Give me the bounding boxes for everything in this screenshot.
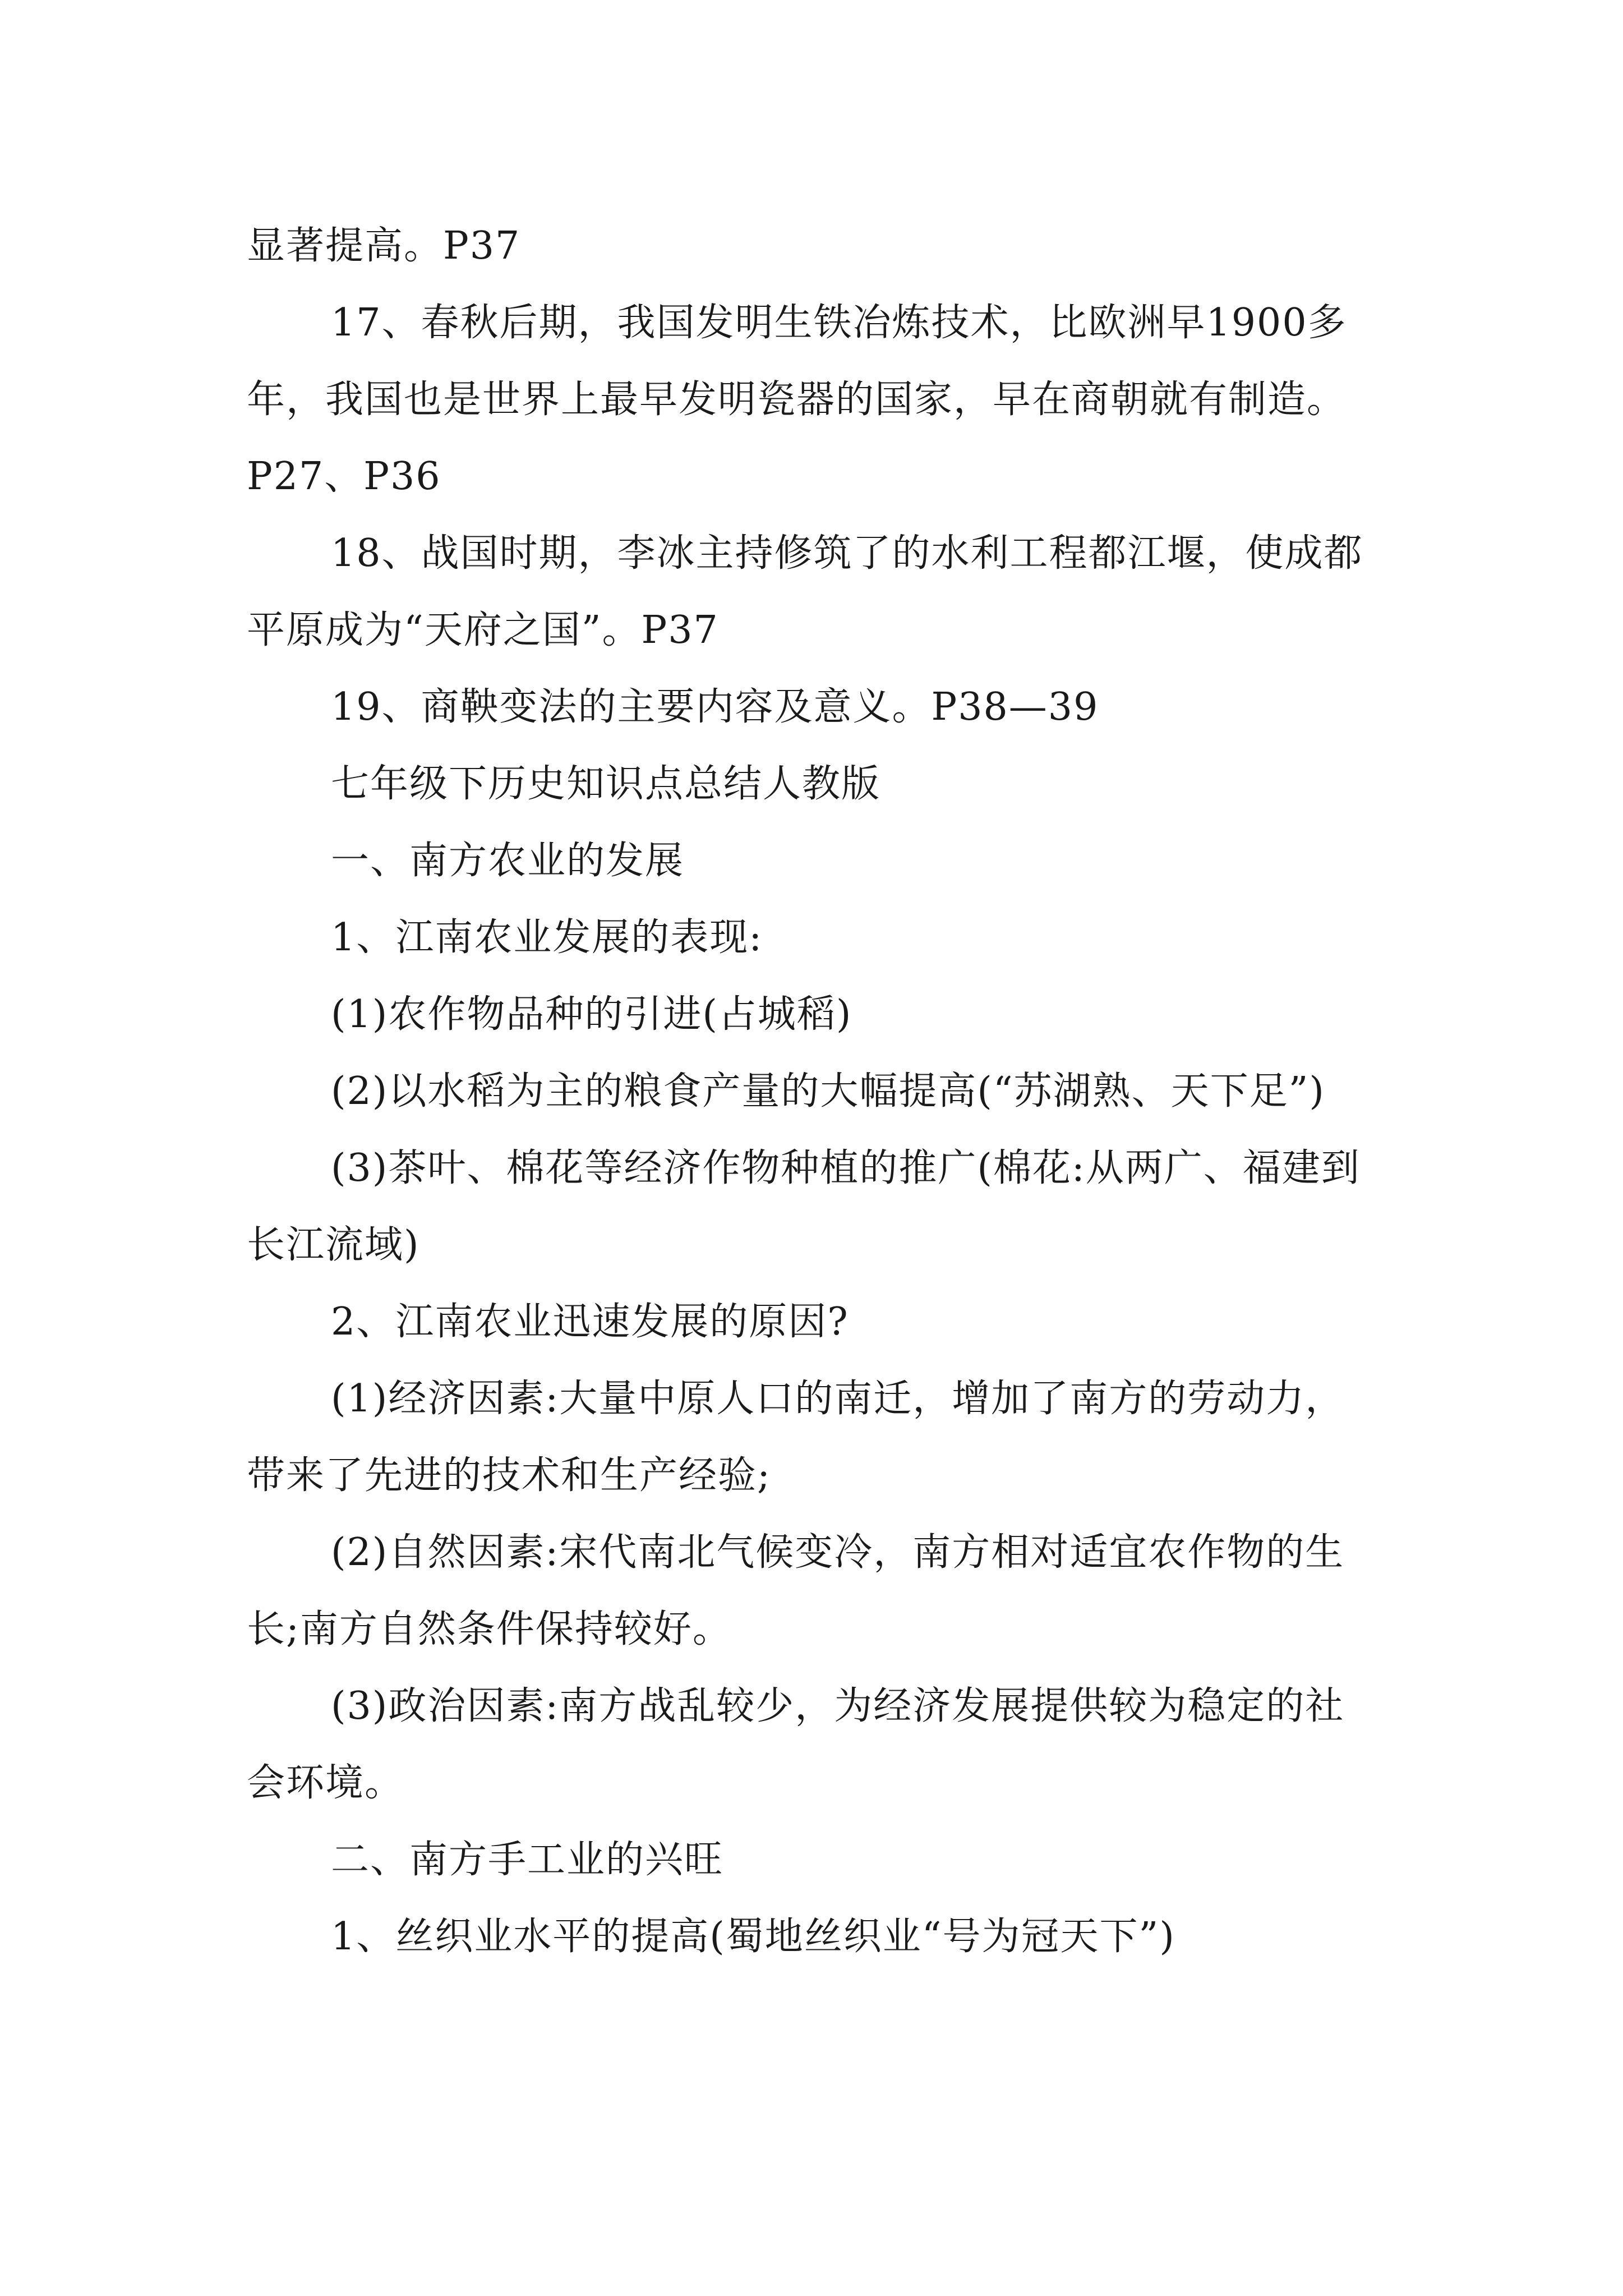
list-item-silk-weaving: 1、丝织业水平的提高(蜀地丝织业“号为冠天下”) (331, 1915, 1175, 1959)
subheading-agriculture-performance: 1、江南农业发展的表现: (331, 915, 763, 960)
list-item-cash-crops: (3)茶叶、棉花等经济作物种植的推广(棉花:从两广、福建到长江流域) (247, 1146, 1361, 1267)
heading-southern-agriculture: 一、南方农业的发展 (331, 839, 685, 883)
paragraph-continuation: 显著提高。P37 (247, 224, 521, 268)
heading-southern-handicraft: 二、南方手工业的兴旺 (331, 1838, 724, 1882)
list-item-natural-factors: (2)自然因素:宋代南北气候变冷，南方相对适宜农作物的生长;南方自然条件保持较好。 (247, 1530, 1345, 1651)
paragraph-item-17: 17、春秋后期，我国发明生铁冶炼技术，比欧洲早1900多年，我国也是世界上最早发明瓷器的国家，早在商朝就有制造。P27、P36 (247, 301, 1347, 499)
paragraph-item-18: 18、战国时期，李冰主持修筑了的水利工程都江堰，使成都平原成为“天府之国”。P37 (247, 531, 1363, 652)
list-item-political-factors: (3)政治因素:南方战乱较少，为经济发展提供较为稳定的社会环境。 (247, 1684, 1345, 1805)
paragraph-item-19: 19、商鞅变法的主要内容及意义。P38—39 (331, 685, 1099, 729)
section-title: 七年级下历史知识点总结人教版 (331, 762, 881, 806)
list-item-economic-factors: (1)经济因素:大量中原人口的南迁，增加了南方的劳动力，带来了先进的技术和生产经验; (247, 1377, 1345, 1498)
list-item-rice-output: (2)以水稻为主的粮食产量的大幅提高(“苏湖熟、天下足”) (331, 1069, 1325, 1114)
document-body (247, 208, 1382, 1975)
subheading-development-reasons: 2、江南农业迅速发展的原因? (331, 1300, 849, 1344)
list-item-crop-introduction: (1)农作物品种的引进(占城稻) (331, 992, 852, 1037)
